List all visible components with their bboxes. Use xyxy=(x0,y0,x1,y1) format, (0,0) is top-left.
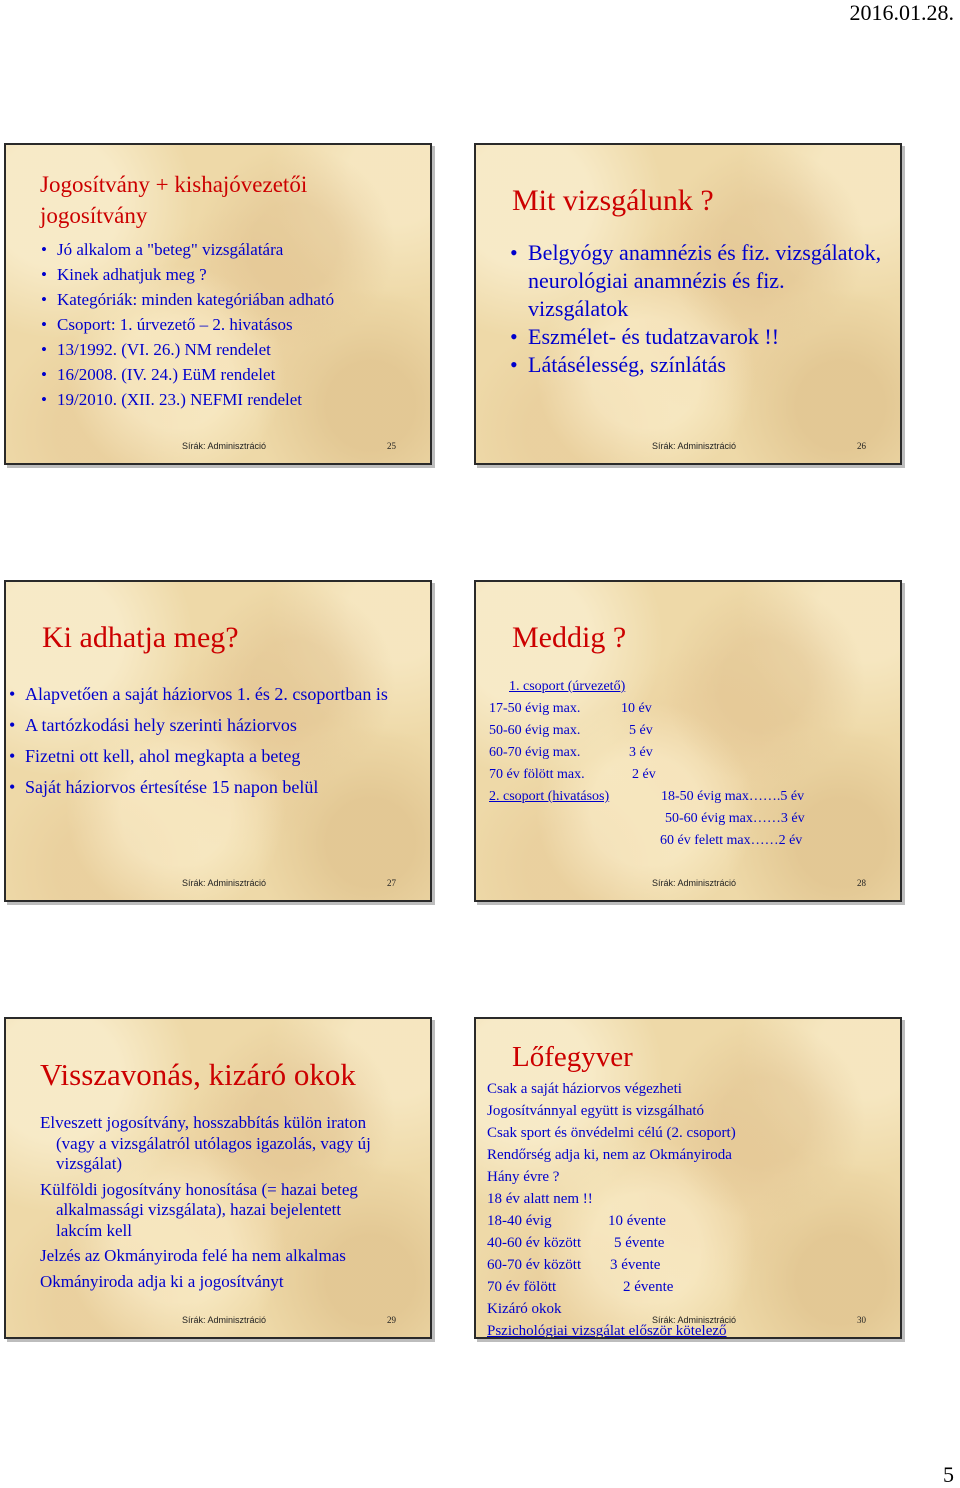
page-number: 5 xyxy=(943,1462,954,1487)
validity-limit: 2 évente xyxy=(623,1279,674,1295)
validity-limit: 10 év xyxy=(621,701,652,716)
slide-number: 30 xyxy=(857,1315,866,1325)
text-line: 18 év alatt nem !! xyxy=(487,1191,593,1207)
age-range: 60-70 évig max. xyxy=(489,745,581,760)
bullet-item: • Saját háziorvos értesítése 15 napon belül xyxy=(25,773,417,804)
text-line: Pszichológiai vizsgálat először kötelező xyxy=(487,1323,727,1339)
bullet-item: • Eszmélet- és tudatzavarok !! xyxy=(528,323,884,351)
validity-limit: 3 év xyxy=(629,745,653,760)
text-line: Hány évre ? xyxy=(487,1169,560,1185)
bullet-item: • A tartózkodási hely szerinti háziorvos xyxy=(25,711,417,742)
paragraph: Külföldi jogosítvány honosítása (= hazai beteg alkalmassági vizsgálata), hazai bejelentett lakcím kell xyxy=(40,1179,358,1240)
slide-footer-label: Sírák: Adminisztráció xyxy=(182,878,267,888)
paragraph: Jelzés az Okmányiroda felé ha nem alkalmas xyxy=(40,1246,346,1265)
slide-title: Lőfegyver xyxy=(512,1041,633,1073)
slide-title: Meddig ? xyxy=(512,621,627,654)
slide-28 xyxy=(474,580,902,902)
age-range: 17-50 évig max. xyxy=(489,701,581,716)
age-range: 70 év fölött xyxy=(487,1279,557,1295)
validity-limit: 50-60 évig max……3 év xyxy=(665,811,805,826)
paragraph: Okmányiroda adja ki a jogosítványt xyxy=(40,1271,284,1291)
slide-footer-label: Sírák: Adminisztráció xyxy=(652,878,737,888)
slide-number: 26 xyxy=(857,441,866,451)
bullet-item: • 16/2008. (IV. 24.) EüM rendelet xyxy=(57,362,334,387)
validity-row xyxy=(487,1210,736,1232)
validity-limit: 5 évente xyxy=(614,1235,665,1251)
bullet-item: • Jó alkalom a "beteg" vizsgálatára xyxy=(57,237,334,262)
bullet-item: • Csoport: 1. úrvezető – 2. hivatásos xyxy=(57,312,334,337)
slide-footer-label: Sírák: Adminisztráció xyxy=(182,1315,267,1325)
text-line: Kizáró okok xyxy=(487,1301,562,1317)
slide-footer-label: Sírák: Adminisztráció xyxy=(652,441,737,451)
validity-row xyxy=(487,1254,736,1276)
age-range: 18-40 évig xyxy=(487,1213,552,1229)
validity-row xyxy=(487,1232,736,1254)
group-heading: 1. csoport (úrvezető) xyxy=(509,679,626,694)
slide-30 xyxy=(474,1017,902,1339)
slide-number: 27 xyxy=(387,878,396,888)
group-heading: 2. csoport (hivatásos) xyxy=(489,789,610,804)
paragraph: Elveszett jogosítvány, hosszabbítás külön iraton (vagy a vizsgálatról utólagos igazolás, vagy új vizsgálat) xyxy=(40,1113,371,1173)
text-line: Jogosítvánnyal együtt is vizsgálható xyxy=(487,1103,705,1119)
bullet-list xyxy=(528,239,884,379)
age-range: 60-70 év között xyxy=(487,1257,582,1273)
slide-number: 28 xyxy=(857,878,866,888)
validity-limit: 10 évente xyxy=(608,1213,666,1229)
print-date: 2016.01.28. xyxy=(849,0,954,25)
bullet-list xyxy=(57,237,334,412)
slide-title: Ki adhatja meg? xyxy=(42,621,239,654)
slide-title: Mit vizsgálunk ? xyxy=(512,184,714,217)
slide-number: 25 xyxy=(387,441,396,451)
text-line: Csak sport és önvédelmi célú (2. csoport) xyxy=(487,1125,736,1141)
validity-limit: 5 év xyxy=(629,723,653,738)
age-range: 70 év fölött max. xyxy=(489,767,585,782)
validity-limit: 3 évente xyxy=(610,1257,661,1273)
slide-number: 29 xyxy=(387,1315,396,1325)
bullet-item: • Alapvetően a saját háziorvos 1. és 2. csoportban is xyxy=(25,680,417,711)
bullet-list xyxy=(25,680,417,804)
bullet-item: • Kategóriák: minden kategóriában adható xyxy=(57,287,334,312)
firearm-list xyxy=(487,1078,736,1339)
bullet-item: • Kinek adhatjuk meg ? xyxy=(57,262,334,287)
slide-footer-label: Sírák: Adminisztráció xyxy=(182,441,267,451)
bullet-item: • 13/1992. (VI. 26.) NM rendelet xyxy=(57,337,334,362)
age-range: 50-60 évig max. xyxy=(489,723,581,738)
text-line: Csak a saját háziorvos végezheti xyxy=(487,1081,682,1097)
bullet-item: • Belgyógy anamnézis és fiz. vizsgálatok, neurológiai anamnézis és fiz. vizsgálatok xyxy=(528,239,884,323)
slide-title: Visszavonás, kizáró okok xyxy=(40,1057,356,1092)
text-line: Rendőrség adja ki, nem az Okmányiroda xyxy=(487,1147,732,1163)
slide-27 xyxy=(4,580,432,902)
slide-title: Jogosítvány + kishajóvezetői jogosítvány xyxy=(40,172,308,228)
paragraph-list xyxy=(40,1113,390,1297)
bullet-item: • Látásélesség, színlátás xyxy=(528,351,884,379)
bullet-item: • 19/2010. (XII. 23.) NEFMI rendelet xyxy=(57,387,334,412)
slide-29 xyxy=(4,1017,432,1339)
validity-limit: 60 év felett max……2 év xyxy=(660,833,803,848)
slide-26 xyxy=(474,143,902,465)
validity-limit: 18-50 évig max…….5 év xyxy=(661,789,805,804)
validity-row xyxy=(487,1276,736,1298)
bullet-item: • Fizetni ott kell, ahol megkapta a beteg xyxy=(25,742,417,773)
slide-25 xyxy=(4,143,432,465)
age-range: 40-60 év között xyxy=(487,1235,582,1251)
slide-footer-label: Sírák: Adminisztráció xyxy=(652,1315,737,1325)
validity-limit: 2 év xyxy=(632,767,656,782)
